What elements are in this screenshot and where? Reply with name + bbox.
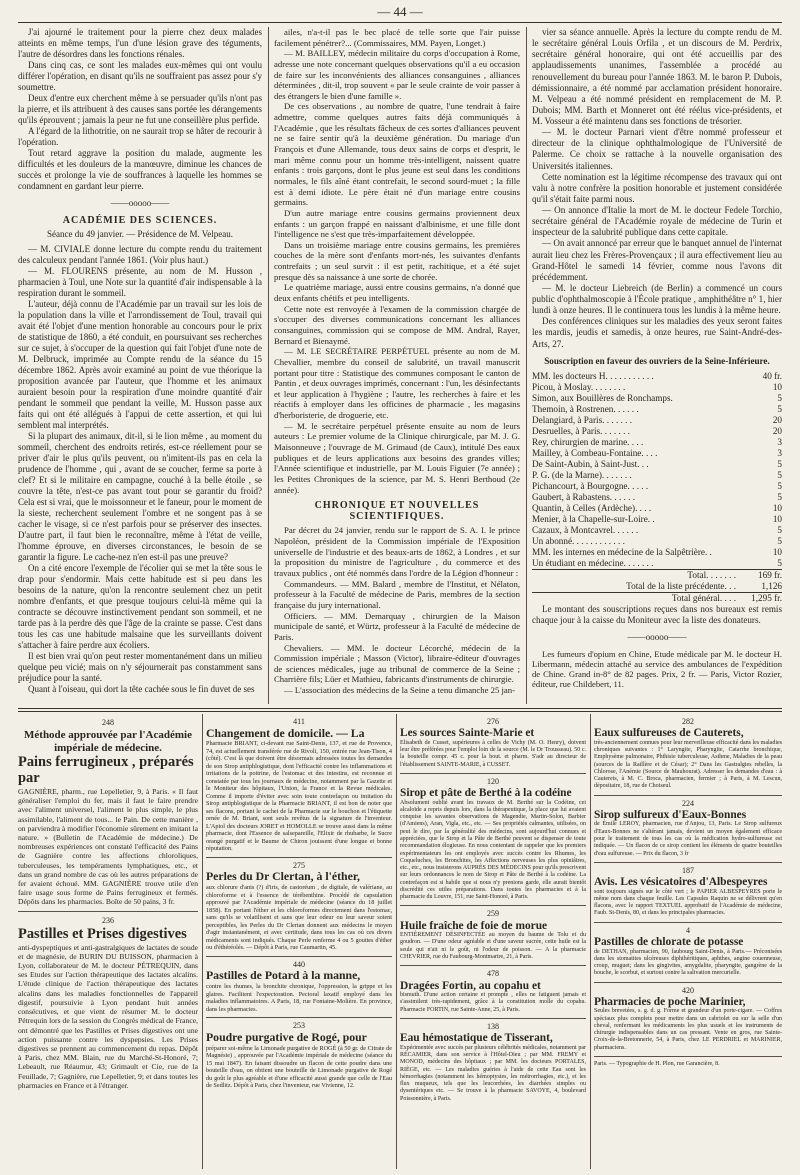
paragraph: Par décret du 24 janvier, rendu sur le rapport de S. A. I. le prince Napoléon, président de la Commission impériale de l'Exposition universelle de l'industrie et des beaux-arts de 1862, à Londres , et sur la proposition du ministre de l'agriculture , du commerce et des travaux publics , ont été nommés dans l'ordre de la Légion d'honneur : bbox=[274, 525, 520, 579]
subscription-amount: 5 bbox=[777, 557, 782, 568]
paragraph: — M. FLOURENS présente, au nom de M. Husson , pharmacien à Toul, une Note sur la quantité d'air indispensable à la respiration durant le sommeil. bbox=[18, 266, 262, 298]
subscriber-name: Pichancourt, à Bourgogne. . . . . bbox=[532, 480, 649, 491]
ad-heading: Pharmacies de poche Marinier, bbox=[594, 995, 746, 1008]
subscription-amount: 3 bbox=[777, 436, 782, 447]
subscription-amount: 5 bbox=[777, 458, 782, 469]
subscription-amount: 5 bbox=[777, 535, 782, 546]
column-divider bbox=[396, 714, 397, 1169]
subscription-amount: 10 bbox=[772, 381, 782, 392]
subscription-row bbox=[532, 415, 782, 426]
paragraph: D'un autre mariage entre cousins germains proviennent deux enfants : un garçon frappé en naissant d'albinisme, et une fille dont l'intelligence ne s'est que très-imparfaitement développée. bbox=[274, 207, 520, 240]
paragraph: L'auteur, déjà connu de l'Académie par un travail sur les lois de la population dans la ville et l'arrondissement de Toul, travail qui avait été l'objet d'une mention honorable au concours pour le prix de statistique de 1860, a été conduit, en poursuivant ses recherches sur ce sujet, à s'occuper de la question qui fait l'objet d'une note de M. Delbruck, imprimée au Compte rendu de la séance du 15 décembre 1862. Après avoir examiné au point de vue théorique la proposition avancée par l'auteur, que l'homme et les animaux auraient besoin pour la respiration d'une moindre quantité d'air pendant le sommeil que pendant la veille, M. Husson passe aux faits qui ont été allégués à l'appui de cette assertion, et qui lui semblent mal interprétés. bbox=[18, 299, 262, 430]
ad-heading: Les sources Sainte-Marie et bbox=[400, 727, 535, 740]
subscription-row bbox=[532, 426, 782, 437]
subscriber-name: Un abonné. . . . . . . . . . . . bbox=[532, 535, 625, 546]
subscription-amount: 5 bbox=[777, 524, 782, 535]
ad-heading: Eaux sulfureuses de Cauterets, bbox=[594, 727, 744, 740]
paragraph: Cette nomination est la légitime récompense des travaux qui ont valu à notre confrère la position honorable et justement considérée qu'il s'était faite parmi nous. bbox=[532, 171, 782, 204]
subscription-row bbox=[532, 371, 782, 382]
subscriber-name: Cazaux, à Montcavrel. . . . . . bbox=[532, 524, 639, 535]
subscription-amount: 5 bbox=[777, 469, 782, 480]
paragraph: Le quatrième mariage, aussi entre cousins germains, n'a donné que deux enfants chétifs et peu intelligents. bbox=[274, 282, 520, 304]
column-divider bbox=[526, 27, 527, 704]
ads-column-2: 411 Changement de domicile. — La Pharmacie BRIANT, ci-devant rue Saint-Denis, 137, et rue de Provence, 74, est actuellement transférée rue de Rivoli, 150, entrée rue Jean-Tison, 4 (côté). C'est là que doivent être désormais adressées toutes les demandes de son Sirop antiphlogistique, dont l'efficacité contre les inflammations et irritations de la poitrine, de l'estomac et des intestins, est reconnue et constatée par tous les journaux de médecine, notamment par la Gazette et le Moniteur des hôpitaux, l'Union, la France et la Revue médicales. Comme il importe d'éviter avec soin toute contrefaçon ou imitation du Sirop antiphlogistique de la Pharmacie BRIANT, il est bon de noter que ses flacons, portant le cachet de la Pharmacie sur le bouchon et l'étiquette ornée de M. Briant, sont seuls revêtus de la signature de l'inventeur. L'Apiol des docteurs JORET et HOMOLLE se trouve aussi dans la même pharmacie, dont l'Essence de salsepareille, l'Elixir de rhubarbe, le Sucre orangé purgatif et le Baume de Chiron jouissent d'une longue et bonne réputation. 275 Perles du Dr Clertan, à l'éther, aux chlorure d'anis (?) d'iris, de castoréum , de digitale, de valériane, au chloroforme et à l'essence de térébenthine. Procédé de capsulation approuvé par l'Académie impériale de médecine (séance du 18 juillet 1858). En portant l'éther et les chloroformes directement dans l'estomac, sans qu'ils se volatilisent et sans que leur odeur ou leur saveur soient perceptibles, les Perles du Dr Clertan donnent aux médecins le moyen d'agir instantanément, et avec certitude, dans tous les cas où ces divers médicaments sont indiqués. Chaque Perle renferme 4 ou 5 gouttes d'éther ou d'éthéréolés. — Dépôt à Paris, rue Caumartin, 45. 440 Pastilles de Potard à la manne, contre les rhumes, la bronchite chronique, l'oppression, la grippe et les glaires. Facilitent l'expectoration. Pectoral laxatif employé dans les maladies inflammatoires. A Paris, 18, rue Fontaine-Molière. En province, dans les pharmacies. 253 Poudre purgative de Rogé, pour préparer soi-même la Limonade purgative de ROGÉ (à 50 gr. de Citrate de Magnésie) , approuvée par l'Académie impériale de médecine (séance du 15 mai 1847). En faisant dissoudre un flacon de cette poudre dans une bouteille d'eau, on obtient une bouteille de Limonade purgative de Rogé du goût le plus agréable et d'une efficacité aussi grande que celle de l'Eau de Sedlitz. Dépôt à Paris, chez l'inventeur, rue Vivienne, 12. bbox=[206, 717, 392, 1090]
paragraph: — M. CIVIALE donne lecture du compte rendu du traitement des calculeux pendant l'année 1861. (Voir plus haut.) bbox=[18, 244, 262, 265]
subscription-row bbox=[532, 470, 782, 481]
ad-heading: Huile fraîche de foie de morue bbox=[400, 919, 548, 932]
paragraph: — On avait annoncé par erreur que le banquet annuel de l'internat aurait lieu chez les Frères-Provençaux ; il aura effectivement lieu au Grand-Hôtel le samedi 14 février, comme nous l'avons dit précédemment. bbox=[532, 238, 782, 282]
ad-heading: Changement de domicile. — La bbox=[206, 726, 365, 740]
subscriber-name: Desruelles, à Paris. . . . . . . bbox=[532, 425, 630, 436]
paragraph: Tout retard aggrave la position du malade, augmente les difficultés et les douleurs de la manœuvre, diminue les chances de succès et prolonge la vie de souffrances à laquelle les hommes se condamnent en gardant leur pierre. bbox=[18, 148, 262, 191]
subscription-row bbox=[532, 459, 782, 470]
ornament-divider: ——ooooo—— bbox=[110, 198, 170, 208]
subscriber-name: Mailley, à Combeau-Fontaine. . . . bbox=[532, 447, 658, 458]
subscription-amount: 5 bbox=[777, 403, 782, 414]
ads-column-1: 248 Méthode approuvée par l'Académie impériale de médecine. Pains ferrugineux , préparés par GAGNIÈRE, pharm., rue Lepelletier, 9, à Paris. « Il faut généraliser l'emploi du fer, mais il faut le faire prendre avec l'aliment universel, l'aliment le plus simple, le plus assimilable, l'aliment de tous... le Pain. De cette manière , on parviendra à modifier l'économie sûrement en imitant la nature. » (Bulletin de l'Académie de médecine.) De nombreuses expériences ont constaté l'efficacité des Pains de Gagnière contre les affections chloroliques, tuberculeuses, les tempéraments lymphatiques, etc., et dans un grand nombre de cas où les autres préparations de fer avaient échoué. MM. GAGNIÈRE trouve utile d'en faire usage sous forme de Pains ferrugineux et fermés. Dépôts dans les pharmacies. Boîte de 50 pains, 3 fr. 236 Pastilles et Prises digestives anti-dyspeptiques et anti-gastralgiques de lactates de soude et de magnésie, de BURIN DU BUISSON, pharmacien à Lyon, collaborateur de M. le docteur PÉTREQUIN, dans ses Etudes sur l'action thérapeutique des lactates alcalins. L'étude clinique de l'action thérapeutique des lactates alcalins dans les maladies fonctionnelles de l'appareil digestif, poursuivie à Lyon pendant huit années consécutives, et que vient de résumer M. le docteur Pétrequin lors de la session du Congrès médical de France, ont démontré que les Pastilles et Prises digestives ont une action puissante contre les dyspepsies. Les Prises digestives se prennent au commencement du repas. Dépôt à Paris, chez MM. Blain, rue du Marché-St-Honoré, 7; Lebeault, rue Réaumur, 43; Grimault et Cie, rue de la Feuillade, 7; Gagnière, rue Lepelletier, 9; et dans toutes les pharmacies en France et à l'étranger. bbox=[18, 718, 198, 1090]
subscriber-name: MM. les internes en médecine de la Salpêtrière. . bbox=[532, 546, 712, 557]
paragraph: Dans cinq cas, ce sont les malades eux-mêmes qui ont voulu différer l'opération, en disant qu'ils ne souffraient pas assez pour s'y soumettre. bbox=[18, 60, 262, 92]
subscription-row bbox=[532, 393, 782, 404]
subscription-previous-row: Total de la liste précédente. . . 1,126 bbox=[626, 580, 782, 591]
seance-line: Séance du 49 janvier. — Présidence de M. Velpeau. bbox=[46, 229, 234, 239]
ads-top-rule-2 bbox=[18, 711, 782, 712]
section-title-chronique: CHRONIQUE ET NOUVELLES SCIENTIFIQUES. bbox=[314, 500, 480, 522]
subscription-row bbox=[532, 525, 782, 536]
subscription-row bbox=[532, 536, 782, 547]
paragraph: — M. le docteur Parnari vient d'être nommé professeur et directeur de la clinique ophthalmologique de l'Université de Palerme. Ce choix se rattache à la nouvelle organisation des Universités italiennes. bbox=[532, 127, 782, 171]
ad-heading: Eau hémostatique de Tisserant, bbox=[400, 1032, 553, 1045]
subscriber-name: Gaubert, à Rabastens. . . . . . bbox=[532, 491, 636, 502]
subscription-table bbox=[532, 371, 782, 604]
ad-title: Méthode approuvée par l'Académie impériale de médecine. bbox=[24, 729, 192, 755]
paragraph: — On annonce d'Italie la mort de M. le docteur Fedele Torchio, secrétaire général de l'Académie royale de médecine de Turin et inspecteur de la salubrité publique dans cette capitale. bbox=[532, 205, 782, 238]
subscription-row bbox=[532, 404, 782, 415]
paragraph: Chevaliers. — MM. le docteur Lécorché, médecin de la Commission impériale ; Masson (Victor), libraire-éditeur d'ouvrages de sciences médicales, juge au tribunal de commerce de la Seine ; Charrière fils; Lüer et Mathieu, fabricants d'instruments de chirurgie. bbox=[274, 642, 520, 685]
subscription-row bbox=[532, 492, 782, 503]
paragraph: — M. BAILLEY, médecin militaire du corps d'occupation à Rome, adresse une note concernant quelques observations qu'il a eu occasion de faire sur les inconvénients des alliances consanguines , alliances déterminées , dit-il, trop souvent « par le seule crainte de voir passer à des étrangers le bien d'une famille ». bbox=[274, 48, 520, 101]
subscriber-name: Quantin, à Celles (Ardèche). . . . bbox=[532, 502, 652, 513]
paragraph: Si la plupart des animaux, dit-il, si le lion même , au moment du sommeil, cherchent des endroits retirés, est-ce réellement pour se priver d'air le plus qu'ils peuvent, ou n'imitent-ils pas en cela la prudence de l'homme , qui , avant de se coucher, ferme sa porte à clef? Et si le militaire en campagne, couché à la belle étoile , se couvre la tête, n'est-ce pas avant tout pour se garantir du froid? Cela est si vrai, que le moissonneur et le faneur, pour le moment de la sieste, recherchent seulement l'ombre et ne songent pas à se cacher le visage, si ce n'est parfois pour se préserver des insectes. D'autre part, il faut bien le reconnaître, même à l'état de veille, l'homme éprouve, en diverses circonstances, le besoin de se garantir la figure. Le cache-nez n'en est-il pas une preuve? bbox=[18, 431, 262, 562]
article-column-3 bbox=[532, 27, 782, 689]
subscription-amount: 3 bbox=[777, 447, 782, 458]
column-divider bbox=[202, 714, 203, 1169]
subscriber-name: Menier, à la Chapelle-sur-Loire. . bbox=[532, 513, 655, 524]
subscription-amount: 20 bbox=[772, 425, 782, 436]
subscriber-name: Themoin, à Rostrenen. . . . . . bbox=[532, 403, 639, 414]
subscription-row bbox=[532, 382, 782, 393]
ad-heading: Sirop sulfureux d'Eaux-Bonnes bbox=[594, 808, 747, 821]
subscription-row bbox=[532, 547, 782, 558]
ad-heading: Poudre purgative de Rogé, pour bbox=[206, 1030, 367, 1044]
ad-heading: Dragées Fortin, au copahu et bbox=[400, 979, 541, 992]
subscription-grand-total-row: Total général. . . . 1,295 fr. bbox=[532, 592, 782, 604]
paragraph: J'ai ajourné le traitement pour la pierre chez deux malades atteints en même temps, l'un d'une lésion grave des téguments, l'autre de désordres dans les fonctions rénales. bbox=[18, 27, 262, 59]
paragraph: De ces observations , au nombre de quatre, l'une tendrait à faire admettre, comme quelques autres faits déjà communiqués à l'Académie , que les résultats fâcheux de ces sortes d'alliances peuvent ne se faire sentir qu'à la deuxième génération. Du mariage d'un François et d'une Allemande, tous deux sains de corps et d'esprit, le mari même connu pour un homme très-intelligent, naissent quatre enfants : trois garçons, dont le plus jeune est seul dans les conditions normales, le fils aîné étant contrefait, le second sourd-muet ; la fille est à demi idiote. Le père était né d'un mariage entre cousins germains. bbox=[274, 101, 520, 208]
paragraph: ailes, n'a-t-il pas le bec placé de telle sorte que l'air puisse facilement pénétrer?... (Commissaires, MM. Payen, Longet.) bbox=[274, 27, 520, 48]
subscriber-name: MM. les docteurs H. . . . . . . . . . . bbox=[532, 370, 654, 381]
subscription-row bbox=[532, 437, 782, 448]
subscriber-name: Simon, aux Bouillères de Ronchamps. bbox=[532, 392, 673, 403]
paragraph: — M. LE SECRÉTAIRE PERPÉTUEL présente au nom de M. Chevallier, membre du conseil de salubrité, un travail manuscrit portant pour titre : Statistique des communes composant le canton de Pantin , et deux ouvrages imprimés, concernant : l'un, les désinfectants et leur application à l'hygiène ; l'autre, les recherches à faire et les réactifs à employer dans les officines de pharmacie , les magasins d'herboristerie, de droguerie, etc. bbox=[274, 346, 520, 421]
subscription-row bbox=[532, 503, 782, 514]
paragraph: Deux d'entre eux cherchent même à se persuader qu'ils n'ont pas la pierre, et ils attribuent à des causes sans portée les dérangements qu'ils éprouvent ; jamais la peur ne fut une conseillère plus perfide. bbox=[18, 93, 262, 125]
ad-heading: Avis. Les vésicatoires d'Albespeyres bbox=[594, 876, 768, 889]
paragraph: Il est bien vrai qu'on peut rester momentanément dans un milieu quelque peu vicié; mais on n'y séjournerait pas constamment sans préjudice pour la santé. bbox=[18, 651, 262, 683]
paragraph: Commandeurs. — MM. Balard , membre de l'Institut, et Nélaton, professeur à la Faculté de médecine de Paris, membres de la section française du jury international. bbox=[274, 578, 520, 610]
subscription-amount: 5 bbox=[777, 480, 782, 491]
paragraph: On a cité encore l'exemple de l'écolier qui se met la tête sous le drap pour s'endormir. Mais cette habitude est si peu dans les besoins de la nature, qu'on la rencontre seulement chez un petit nombre d'enfants, et que presque toujours celui-là même qui la contracte se découvre instinctivement pendant son sommeil, et ne tarde pas à la perdre dès que l'âge de la crainte se passe. C'est dans tous les cas une habitude malsaine que les surveillants doivent s'attacher à faire perdre aux écoliers. bbox=[18, 563, 262, 650]
paragraph: — M. le docteur Liebreich (de Berlin) a commencé un cours public d'ophthalmoscopie à l'École pratique , amphithéâtre n° 1, hier lundi à onze heures. Il le continuera tous les lundis à la même heure. bbox=[532, 282, 782, 316]
subscription-row bbox=[532, 558, 782, 570]
ornament-divider: ——ooooo—— bbox=[627, 632, 687, 642]
subscription-row bbox=[532, 514, 782, 525]
ad-heading: Pastilles et Prises digestives bbox=[18, 925, 187, 942]
paragraph: Officiers. — MM. Demarquay , chirurgien de la Maison municipale de santé, et Würtz, professeur à la Faculté de médecine de Paris. bbox=[274, 610, 520, 642]
paragraph: vier sa séance annuelle. Après la lecture du compte rendu de M. le secrétaire général Louis Orfila , et un discours de M. Perdrix, secrétaire général honoraire, qui ont été accueillis par des applaudissements unanimes, l'assemblée a procédé au renouvellement du bureau pour l'année 1863. M. le baron P. Dubois, démissionnaire, a été nommé par acclamation président honoraire. M. Velpeau a été nommé président en remplacement de M. P. Dubois; MM. Barth et Monneret ont été réélus vice-présidents, et M. Vosseur a été maintenu dans ses fonctions de trésorier. bbox=[532, 27, 782, 126]
header-rule bbox=[18, 22, 782, 23]
subscription-amount: 40 fr. bbox=[762, 370, 782, 381]
ad-heading: Perles du Dr Clertan, à l'éther, bbox=[206, 870, 360, 884]
column-divider bbox=[268, 27, 269, 704]
subscription-amount: 5 bbox=[777, 392, 782, 403]
ad-heading: Pains ferrugineux , préparés par bbox=[18, 754, 194, 787]
subscription-amount: 10 bbox=[772, 502, 782, 513]
ads-column-4: 282 Eaux sulfureuses de Cauterets, très-anciennement connues pour leur merveilleuse efficacité dans les maladies chroniques suivantes : 1° Laryngite, Pharyngite, Catarrhe bronchique, Emphysème pulmonaire, Phthisie tuberculeuse, Asthme, Maladies de la peau (sources de la Raillère et de César); 2° Dans les Gastralgies rebelles, la Chlorose, l'Anémie (Source de Mauhourat). Adresser les demandes d'eau : à Cauterets, à M. C. Broca, pharmacien, fermier ; à Paris, à M. Lescun, dépositaire, 18, rue de Choiseul. 224 Sirop sulfureux d'Eaux-Bonnes de Émile LEROY, pharmacien, rue d'Anjou, 13, Paris. Le Sirop sulfureux d'Eaux-Bonnes ne s'altérant jamais, devient un moyen également efficace pour le traitement de tous les cas où la médication hydro-sulfureuse est indiquée. — Un flacon de ce sirop contient les éléments de quatre bouteilles d'eau sulfureuse. — Prix du flacon, 3 fr 187 Avis. Les vésicatoires d'Albespeyres sont toujours signés sur le côté vert ; le PAPIER ALBESPEYRES porte le même nom dans chaque feuille. Les Capsules Raquin ne se délivrent qu'en flacons, avec le rapport TEXTUEL approbatif de l'Académie de médecine, Faub. St-Denis, 80, et dans les principales pharmacies. 4 Pastilles de chlorate de potasse de DETHAN, pharmacien, 90, faubourg Saint-Denis, à Paris.— Préconisées dans les stomatites ulcéreuses diphthéritiques, aphthes, angine couenneuse, croup, muguet; dans les gingivites, amygdalite, pharyngite, gangrène de la bouche, le scorbut, et surtout contre la salivation mercurielle. 420 Pharmacies de poche Marinier, Seules brevetées, s. g. d. g. Forme et grandeur d'un porte-cigare. — Coffres spéciaux plus complets pour mettre dans un cabriolet ou sur la selle d'un cheval, renfermant les médicaments les plus usuels et les instruments de chirurgie indispensables dans un cas pressant. Vente en gros, rue Sainte-Croix-de-la-Bretonnerie, 54, à Paris, chez LE PERDRIEL et MARINIER, pharmaciens. Paris. — Typographie de H. Plon, rue Garancière, 8. bbox=[594, 717, 782, 1067]
subscriber-name: Rey, chirurgien de marine. . . . bbox=[532, 436, 644, 447]
paragraph: Des conférences cliniques sur les maladies des yeux seront faites les mardis, jeudis et samedis, à onze heures, rue Saint-André-des-Arts, 27. bbox=[532, 316, 782, 349]
subscription-total-row: Total. . . . . . . 169 fr. bbox=[532, 569, 782, 581]
column-divider bbox=[590, 714, 591, 1169]
page-number: — 44 — bbox=[377, 4, 423, 19]
paragraph: — L'association des médecins de la Seine a tenu dimanche 25 jan- bbox=[284, 685, 515, 696]
book-notice: Les fumeurs d'opium en Chine, Etude médicale par M. le docteur H. Libermann, médecin attaché au service des ambulances de l'expédition de Chine. Grand in-8° de 82 pages. Prix, 2 fr. — Paris, Victor Rozier, éditeur, rue Childebert, 11. bbox=[532, 649, 782, 690]
paragraph: A l'égard de la lithotritie, on ne saurait trop se hâter de recourir à l'opération. bbox=[18, 126, 262, 147]
ad-heading: Pastilles de chlorate de potasse bbox=[594, 935, 744, 948]
article-column-2 bbox=[274, 27, 520, 696]
paragraph: Quant à l'oiseau, qui dort la tête cachée sous le fin duvet de ses bbox=[28, 684, 255, 694]
paragraph: Dans un troisième mariage entre cousins germains, les premières couches de la mère sont d'enfants mort-nés, les suivantes d'enfants contrefaits ; un seul survit : il est petit, rachitique, et a été sujet presque dès sa naissance à une sorte de chorée. bbox=[274, 239, 520, 282]
printer-imprint: Paris. — Typographie de H. Plon, rue Garancière, 8. bbox=[594, 1060, 720, 1067]
ad-heading: Pastilles de Potard à la manne, bbox=[206, 969, 361, 983]
subscription-amount: 10 bbox=[772, 513, 782, 524]
section-title-academie: ACADÉMIE DES SCIENCES. bbox=[62, 215, 218, 226]
subscription-amount: 10 bbox=[772, 546, 782, 557]
subscriber-name: De Saint-Aubin, à Saint-Just. . . bbox=[532, 458, 649, 469]
paragraph: Le montant des souscriptions reçues dans nos bureaux est remis chaque jour à la caisse du Moniteur avec la liste des donateurs. bbox=[532, 603, 782, 625]
subscriber-name: Un étudiant en médecine. . . . . . . bbox=[532, 557, 654, 568]
subscription-row bbox=[532, 481, 782, 492]
subscription-amount: 5 bbox=[777, 491, 782, 502]
ad-heading: Sirop et pâte de Berthé à la codéine bbox=[400, 787, 572, 800]
ads-top-rule bbox=[18, 708, 782, 709]
paragraph: — M. le secrétaire perpétuel présente ensuite au nom de leurs auteurs : Le premier volume de la Clinique chirurgicale, par M. J. G. Maisonneuve ; l'ouvrage de M. Grimaud (de Caux), intitulé Des eaux publiques et de leurs applications aux besoins des grandes villes; l'Année scientifique et industrielle, par M. Louis Figuier (7e année) ; les Petites Chroniques de la science, par M. S. Henri Berthoud (2e année). bbox=[274, 420, 520, 495]
subscriber-name: Delangiard, à Paris. . . . . . . bbox=[532, 414, 633, 425]
subscription-amount: 20 bbox=[772, 414, 782, 425]
paragraph: Cette note est renvoyée à l'examen de la commission chargée de s'occuper des diverses communications concernant les alliances consanguines, commission qui se compose de MM. Andral, Rayer, Bernard et Bienaymé. bbox=[274, 303, 520, 346]
subscriber-name: Picou, à Moslay. . . . . . . . bbox=[532, 381, 626, 392]
subscription-row bbox=[532, 448, 782, 459]
article-column-1 bbox=[18, 27, 262, 695]
subscriber-name: P. G. (de la Marne). . . . . . . bbox=[532, 469, 632, 480]
ads-column-3: 276 Les sources Sainte-Marie et Elisabeth de Cusset, supérieures à celles de Vichy (M. O. Henry), doivent leur être préférées pour l'emploi loin de la source (M. le Dr Trousseau). 50 c. la bouteille compr. 45 c. pour la bout. et pharm. S'adr au directeur de l'établissement SAINTE-MARIE, à CUSSET. 120 Sirop et pâte de Berthé à la codéine Absolument oublié avant les travaux de M. Berthé sur la Codéine, cet alcaloïde a repris depuis lors, dans la thérapeutique, la place que lui avaient conquise les savantes observations de Magendie, Martin-Solon, Barbier (d'Amiens), Aran, Vigla, etc., etc. — Ses propriétés calmantes, utilisées, on peut le dire, par la généralité des médecins, sont aujourd'hui connues et appréciées, que le Sirop et la Pâte de Berthé peuvent se dispenser de toute recommandation élogieuse. En nous contentant de rappeler que les premiers expérimentateurs les ont employés avec succès contre les Rhumes, les Coqueluches, les Bronchites, les Affections nerveuses les plus opiniâtres, etc., etc., nous insisterons AUPRÈS DES MÉDECINS pour qu'ils prescrivent sur leurs ordonnances le nom de Sirop et Pâte de Berthé à la codéine. La contrefaçon est si habile que si nous n'y prenions garde, elle aurait bientôt discrédité ces utiles préparations. Dans toutes les pharmacies et à la pharmacie du Louvre, 151, rue Saint-Honoré, à Paris. 259 Huile fraîche de foie de morue ENTIÈREMENT DÉSINFECTÉE au moyen du baume de Tolu et du goudron. — D'une odeur agréable et d'une saveur sucrée, cette huile est la seule qui n'ait ni le goût, ni l'odeur de poisson. — A la pharmacie CHEVRIER, rue du Faubourg-Montmartre, 21, à Paris. 478 Dragées Fortin, au copahu et bismuth. D'une action certaine et prompte , elles ne fatiguent jamais et s'assimilent très-rapidement, grâce à la constitution molle du copahu. Pharmacie FORTIN, rue Sainte-Anne, 25, à Paris. 138 Eau hémostatique de Tisserant, Expérimentée avec succès par plusieurs célébrités médicales, notamment par RÉCAMIER, dans son service à l'Hôtel-Dieu ; par MM. FREMY et MONOD, médecins des hôpitaux ; par MM. les docteurs PORTALES, RIÈGE, etc. — Les maladies guéries à l'aide de cette Eau sont les hémorrhagies (notamment les hémoptysies, les métrorrhagies, etc.), et les flux muqueux, tels que les leucorrhées, les diarrhées simples ou dysentériques etc. — Se trouve à la pharmacie SAVOYE, 4, boulevard Poissonnière, à Paris. bbox=[400, 717, 586, 1102]
subscription-title: Souscription en faveur des ouvriers de la Seine-Inférieure. bbox=[544, 355, 770, 366]
